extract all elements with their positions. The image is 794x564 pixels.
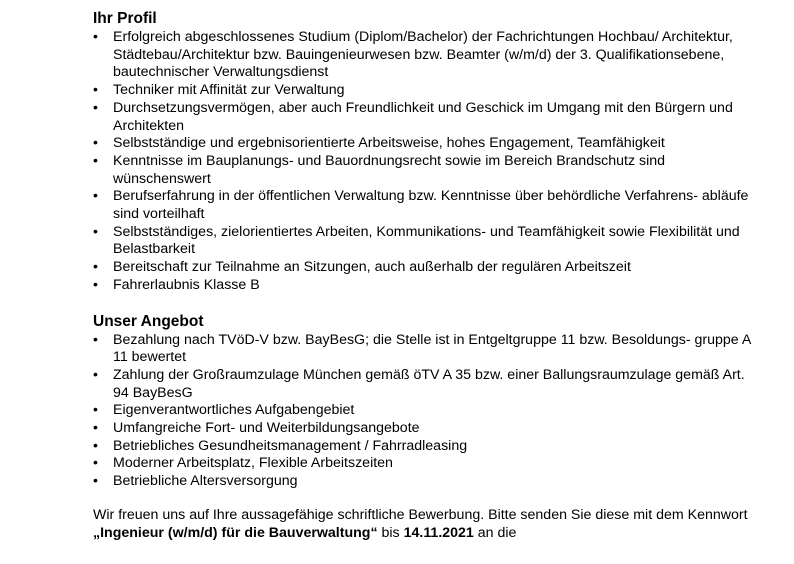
- job-posting-page: [93, 9, 753, 542]
- list-item: [93, 188, 753, 223]
- bullet-icon: •: [93, 152, 98, 169]
- list-item-text: Moderner Arbeitsplatz, Flexible Arbeitszeiten: [113, 455, 393, 472]
- bullet-icon: •: [93, 223, 98, 240]
- list-item-text: Umfangreiche Fort- und Weiterbildungsangebote: [113, 420, 420, 437]
- list-item: [93, 135, 753, 153]
- list-item-text: Selbstständiges, zielorientiertes Arbeiten, Kommunikations- und Teamfähigkeit sowie Flexibilität und Belastbarkeit: [113, 223, 740, 258]
- bullet-icon: •: [93, 420, 98, 437]
- bullet-icon: •: [93, 437, 98, 454]
- offer-list: [93, 332, 753, 491]
- list-item: [93, 455, 753, 473]
- closing-text-end: an die: [473, 524, 517, 541]
- list-item-text: Erfolgreich abgeschlossenes Studium (Diplom/Bachelor) der Fachrichtungen Hochbau/ Architektur, Städtebau/Architektur bzw. Bauingenieurwesen bzw. Beamter (w/m/d) der 3. Qualifikationsebene, bautechnischer Verwaltungsdienst: [113, 29, 733, 81]
- bullet-icon: •: [93, 402, 98, 419]
- bullet-icon: •: [93, 366, 98, 383]
- list-item: [93, 82, 753, 100]
- section-spacer: [93, 295, 753, 312]
- list-item: [93, 100, 753, 135]
- list-item-text: Fahrerlaubnis Klasse B: [113, 276, 260, 293]
- offer-heading: Unser Angebot: [93, 312, 204, 330]
- bullet-icon: •: [93, 473, 98, 490]
- bullet-icon: •: [93, 82, 98, 99]
- closing-text-start: Wir freuen uns auf Ihre aussagefähige schriftliche Bewerbung. Bitte senden Sie diese mit dem Kennwort: [93, 506, 748, 523]
- list-item: [93, 367, 753, 402]
- bullet-icon: •: [93, 99, 98, 116]
- list-item-text: Zahlung der Großraumzulage München gemäß öTV A 35 bzw. einer Ballungsraumzulage gemäß Art. 94 BayBesG: [113, 366, 745, 401]
- list-item-text: Eigenverantwortliches Aufgabengebiet: [113, 402, 355, 419]
- list-item-text: Berufserfahrung in der öffentlichen Verwaltung bzw. Kenntnisse über behördliche Verfahrens- abläufe sind vorteilhaft: [113, 188, 749, 223]
- list-item: [93, 224, 753, 259]
- list-item-text: Kenntnisse im Bauplanungs- und Bauordnungsrecht sowie im Bereich Brandschutz sind wünschenswert: [113, 152, 666, 187]
- list-item-text: Selbstständige und ergebnisorientierte Arbeitsweise, hohes Engagement, Teamfähigkeit: [113, 135, 665, 152]
- list-item: [93, 277, 753, 295]
- list-item: [93, 402, 753, 420]
- list-item: [93, 473, 753, 491]
- profile-list: [93, 29, 753, 295]
- list-item-text: Betriebliches Gesundheitsmanagement / Fahrradleasing: [113, 437, 468, 454]
- closing-text-middle: bis: [377, 524, 404, 541]
- list-item: [93, 332, 753, 367]
- bullet-icon: •: [93, 259, 98, 276]
- list-item-text: Durchsetzungsvermögen, aber auch Freundlichkeit und Geschick im Umgang mit den Bürgern und Architekten: [113, 99, 733, 134]
- list-item: [93, 438, 753, 456]
- section-spacer: [93, 491, 753, 507]
- application-keyword: „Ingenieur (w/m/d) für die Bauverwaltung“: [93, 524, 378, 541]
- profile-heading: Ihr Profil: [93, 10, 157, 27]
- closing-paragraph: [93, 507, 753, 542]
- bullet-icon: •: [93, 188, 98, 205]
- list-item: [93, 259, 753, 277]
- bullet-icon: •: [93, 135, 98, 152]
- list-item-text: Bezahlung nach TVöD-V bzw. BayBesG; die Stelle ist in Entgeltgruppe 11 bzw. Besoldungs- gruppe A 11 bewertet: [113, 331, 751, 366]
- list-item: [93, 29, 753, 82]
- bullet-icon: •: [93, 455, 98, 472]
- list-item-text: Bereitschaft zur Teilnahme an Sitzungen, auch außerhalb der regulären Arbeitszeit: [113, 259, 631, 276]
- list-item: [93, 153, 753, 188]
- list-item-text: Betriebliche Altersversorgung: [113, 473, 298, 490]
- bullet-icon: •: [93, 276, 98, 293]
- bullet-icon: •: [93, 331, 98, 348]
- bullet-icon: •: [93, 29, 98, 45]
- list-item: [93, 420, 753, 438]
- application-deadline: 14.11.2021: [403, 524, 474, 541]
- list-item-text: Techniker mit Affinität zur Verwaltung: [113, 82, 345, 99]
